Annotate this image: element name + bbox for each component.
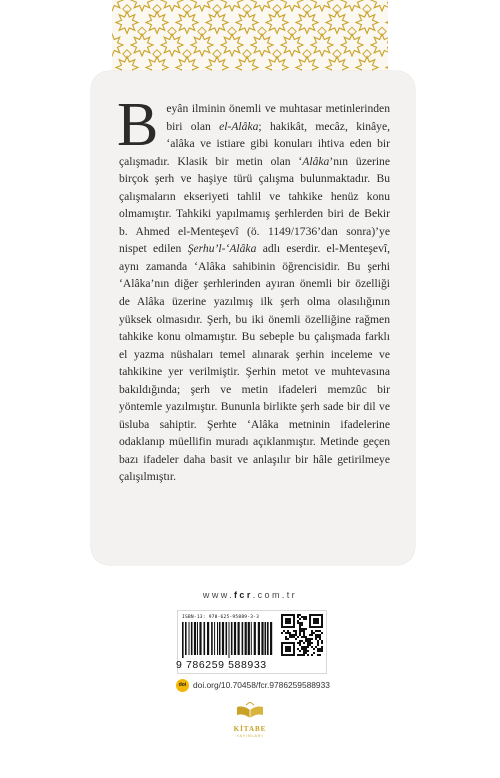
barcode <box>182 622 276 658</box>
doi-line[interactable] <box>176 678 330 692</box>
blurb-italic-run: Alâka <box>302 154 330 168</box>
publisher-sub: YAYINLARI <box>236 734 264 738</box>
website-suffix: .com.tr <box>252 590 298 600</box>
blurb-run: eyân ilminin önemli ve muhtasar metinlerinden biri olan <box>166 102 390 133</box>
blurb-run: adlı eserdir. el-Menteşevî, aynı zamanda ‘Alâka sahibinin öğrencisidir. Bu şerhi ‘Alâka’nın diğer şerhlerinden ayıran önemli bir özelliği de Alâka üzerine yazılmış ilk şerh olma olasılığının yüksek olmasıdır. Şerh, bu iki önemli özelliğine rağmen tahkike konu olmamıştır. Bu sebeple bu çalışmada farklı el yazma nüshaları temel alınarak şerhin inceleme ve tahkikine yer verilmiştir. Şerhin metot ve muhtevasına bakıldığında; şerh ve metin ifadeleri memzûc bir yöntemle yazılmıştır. Bununla birlikte şerh sade bir dil ve üsluba sahiptir. Şerhte ‘Alâka metninin ifadelerine odaklanıp müellifin muradı açıklanmıştır. Metinde geçen bazı ifadeler daha basit ve anlaşılır bir hâle getirilmeye çalışılmıştır. <box>119 242 390 484</box>
blurb-italic-run: el-Alâka <box>219 119 259 133</box>
isbn-number: 9 786259 588933 <box>176 659 267 671</box>
blurb-run: ; hakikât, mecâz, kinâye, ‘alâka ve istiare gibi konuları ihtiva eden bir çalışmadır. Klasik bir metin olan ‘ <box>119 119 390 168</box>
publisher-name: KİTABE <box>233 725 267 733</box>
doi-icon: doi <box>176 679 189 692</box>
drop-cap: B <box>117 91 159 159</box>
back-cover-blurb <box>117 91 391 486</box>
isbn-label: ISBN-13: 978-625-95889-3-3 <box>182 615 260 620</box>
qr-code-icon <box>281 614 323 666</box>
blurb-run: ’nın üzerine birçok şerh ve haşiye türü çalışma bulunmaktadır. Bu çalışmaların ekseriyeti tahlil ve tahkike henüz konu olmamıştır. Tahkiki yapılmamış şerhlerden biri de Bekir b. Ahmed el-Menteşevî (ö. 1149/1736’dan sonra)’ye nispet edilen <box>119 154 391 256</box>
website-prefix: www. <box>202 590 235 600</box>
publisher-logo <box>225 702 275 746</box>
blurb-italic-run: Şerhu’l-‘Alâka <box>187 242 257 256</box>
website-brand: fcr <box>234 590 253 600</box>
doi-link[interactable]: doi.org/10.70458/fcr.9786259588933 <box>193 680 330 690</box>
book-icon <box>235 702 265 722</box>
website-url[interactable] <box>0 590 500 600</box>
